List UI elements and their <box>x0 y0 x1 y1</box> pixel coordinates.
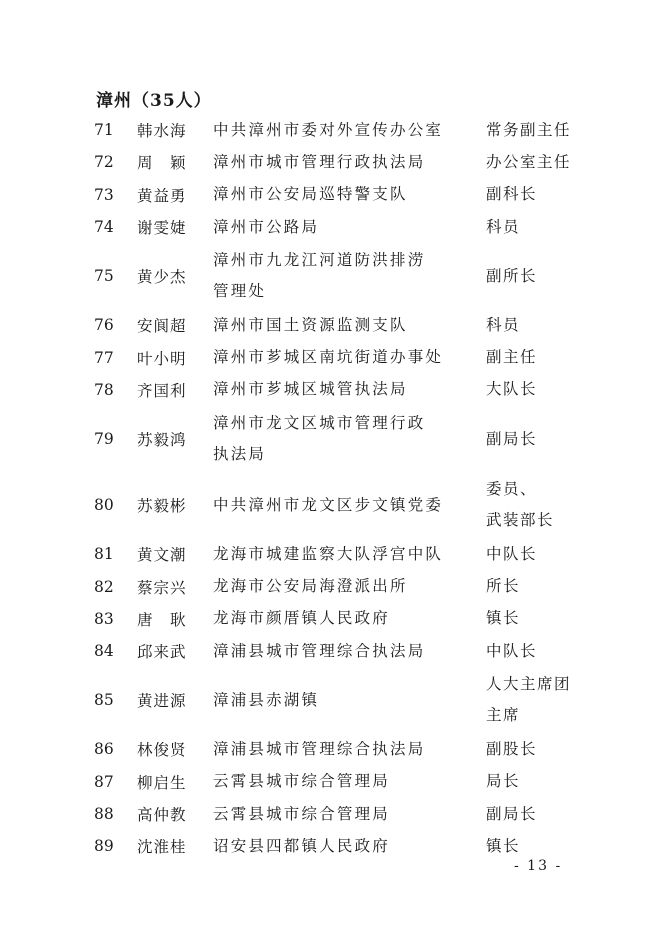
table-row <box>0 309 662 341</box>
page-number: - 13 - <box>514 858 563 874</box>
person-name: 邱来武 <box>137 643 187 662</box>
job-position-line: 科员 <box>486 315 521 334</box>
person-name: 唐 耿 <box>137 610 187 629</box>
row-number: 87 <box>94 772 114 791</box>
work-unit <box>213 406 468 472</box>
person-name: 柳启生 <box>137 773 187 792</box>
job-position-line: 所长 <box>486 577 521 596</box>
row-number: 74 <box>94 218 114 237</box>
job-position <box>486 733 596 765</box>
row-number: 81 <box>94 545 114 564</box>
job-position <box>486 211 596 243</box>
table-row <box>0 472 662 538</box>
person-name: 沈淮桂 <box>137 838 187 857</box>
table-row <box>0 830 662 862</box>
work-unit <box>213 570 468 602</box>
work-unit <box>213 635 468 667</box>
work-unit <box>213 341 468 373</box>
table-row <box>0 667 662 733</box>
work-unit-line: 漳州市城市管理行政执法局 <box>213 152 426 171</box>
job-position-line: 科员 <box>486 217 521 236</box>
person-name: 黄益勇 <box>137 186 187 205</box>
job-position-line: 常务副主任 <box>486 120 572 139</box>
row-number: 78 <box>94 380 114 399</box>
work-unit-line: 龙海市颜厝镇人民政府 <box>213 609 391 628</box>
row-number: 75 <box>94 267 114 286</box>
job-position-line: 副主任 <box>486 348 538 367</box>
personnel-list <box>0 114 662 862</box>
table-row <box>0 538 662 570</box>
work-unit-line: 诏安县四都镇人民政府 <box>213 836 391 855</box>
job-position <box>486 114 596 146</box>
table-row <box>0 374 662 406</box>
person-name: 安阆超 <box>137 317 187 336</box>
job-position <box>486 374 596 406</box>
person-name: 黄少杰 <box>137 268 187 287</box>
table-row <box>0 211 662 243</box>
job-position <box>486 766 596 798</box>
person-name: 林俊贤 <box>137 741 187 760</box>
table-row <box>0 341 662 373</box>
work-unit-line: 中共漳州市龙文区步文镇党委 <box>213 495 444 514</box>
person-name: 叶小明 <box>137 349 187 368</box>
work-unit-line: 漳州市龙文区城市管理行政 <box>213 414 426 433</box>
job-position-line: 中队长 <box>486 641 538 660</box>
work-unit-line: 管理处 <box>213 282 267 301</box>
job-position <box>486 406 596 472</box>
table-row <box>0 114 662 146</box>
row-number: 79 <box>94 430 114 449</box>
job-position-line: 镇长 <box>486 609 521 628</box>
row-number: 76 <box>94 316 114 335</box>
person-name: 蔡宗兴 <box>137 578 187 597</box>
work-unit-line: 龙海市公安局海澄派出所 <box>213 577 408 596</box>
job-position-line: 委员、 <box>486 480 538 499</box>
row-number: 72 <box>94 153 114 172</box>
work-unit-line: 漳州市公安局巡特警支队 <box>213 185 408 204</box>
work-unit-line: 中共漳州市委对外宣传办公室 <box>213 120 444 139</box>
work-unit <box>213 538 468 570</box>
person-name: 苏毅彬 <box>137 497 187 516</box>
row-number: 82 <box>94 577 114 596</box>
work-unit <box>213 374 468 406</box>
job-position-line: 副局长 <box>486 429 538 448</box>
section-heading: 漳州（35人） <box>96 91 212 111</box>
work-unit-line: 执法局 <box>213 445 267 464</box>
row-number: 84 <box>94 642 114 661</box>
job-position-line: 武装部长 <box>486 511 555 530</box>
row-number: 89 <box>94 837 114 856</box>
person-name: 高仲教 <box>137 806 187 824</box>
row-number: 77 <box>94 348 114 367</box>
table-row <box>0 603 662 635</box>
job-position <box>486 798 596 830</box>
table-row <box>0 766 662 798</box>
work-unit <box>213 243 468 309</box>
job-position <box>486 341 596 373</box>
table-row <box>0 406 662 472</box>
work-unit <box>213 766 468 798</box>
work-unit <box>213 309 468 341</box>
table-row <box>0 635 662 667</box>
job-position-line: 人大主席团 <box>486 675 572 694</box>
row-number: 88 <box>94 805 114 823</box>
job-position <box>486 635 596 667</box>
work-unit-line: 漳州市芗城区南坑街道办事处 <box>213 348 444 367</box>
work-unit-line: 漳浦县城市管理综合执法局 <box>213 739 426 758</box>
job-position-line: 副所长 <box>486 266 538 285</box>
person-name: 谢雯婕 <box>137 219 187 238</box>
person-name: 齐国利 <box>137 381 187 400</box>
job-position <box>486 179 596 211</box>
row-number: 80 <box>94 496 114 515</box>
job-position-line: 副科长 <box>486 185 538 204</box>
work-unit-line: 漳州市国土资源监测支队 <box>213 315 408 334</box>
work-unit-line: 云霄县城市综合管理局 <box>213 804 391 823</box>
row-number: 73 <box>94 185 114 204</box>
work-unit-line: 漳浦县赤湖镇 <box>213 690 320 709</box>
table-row <box>0 179 662 211</box>
person-name: 黄进源 <box>137 692 187 711</box>
person-name: 苏毅鸿 <box>137 431 187 450</box>
work-unit <box>213 211 468 243</box>
job-position-line: 副局长 <box>486 804 538 823</box>
job-position <box>486 538 596 570</box>
work-unit <box>213 603 468 635</box>
job-position <box>486 309 596 341</box>
job-position-line: 大队长 <box>486 380 538 399</box>
table-row <box>0 733 662 765</box>
work-unit-line: 漳州市九龙江河道防洪排涝 <box>213 251 426 270</box>
work-unit-line: 龙海市城建监察大队浮宫中队 <box>213 544 444 563</box>
job-position-line: 镇长 <box>486 836 521 855</box>
work-unit <box>213 798 468 830</box>
work-unit <box>213 830 468 862</box>
job-position-line: 局长 <box>486 772 521 791</box>
row-number: 83 <box>94 609 114 628</box>
work-unit <box>213 114 468 146</box>
job-position-line: 副股长 <box>486 739 538 758</box>
row-number: 86 <box>94 740 114 759</box>
table-row <box>0 243 662 309</box>
job-position <box>486 667 596 733</box>
work-unit <box>213 146 468 178</box>
job-position <box>486 603 596 635</box>
work-unit-line: 漳州市公路局 <box>213 217 320 236</box>
table-row <box>0 146 662 178</box>
person-name: 周 颖 <box>137 154 187 173</box>
job-position-line: 主席 <box>486 706 521 725</box>
work-unit <box>213 733 468 765</box>
row-number: 71 <box>94 121 114 140</box>
person-name: 韩水海 <box>137 122 187 141</box>
person-name: 黄文潮 <box>137 546 187 565</box>
work-unit-line: 云霄县城市综合管理局 <box>213 772 391 791</box>
job-position <box>486 243 596 309</box>
work-unit <box>213 472 468 538</box>
job-position <box>486 570 596 602</box>
job-position-line: 中队长 <box>486 544 538 563</box>
job-position <box>486 146 596 178</box>
row-number: 85 <box>94 691 114 710</box>
work-unit <box>213 179 468 211</box>
job-position <box>486 472 596 538</box>
work-unit <box>213 667 468 733</box>
job-position-line: 办公室主任 <box>486 152 572 171</box>
work-unit-line: 漳浦县城市管理综合执法局 <box>213 641 426 660</box>
table-row <box>0 570 662 602</box>
work-unit-line: 漳州市芗城区城管执法局 <box>213 380 408 399</box>
table-row <box>0 798 662 830</box>
